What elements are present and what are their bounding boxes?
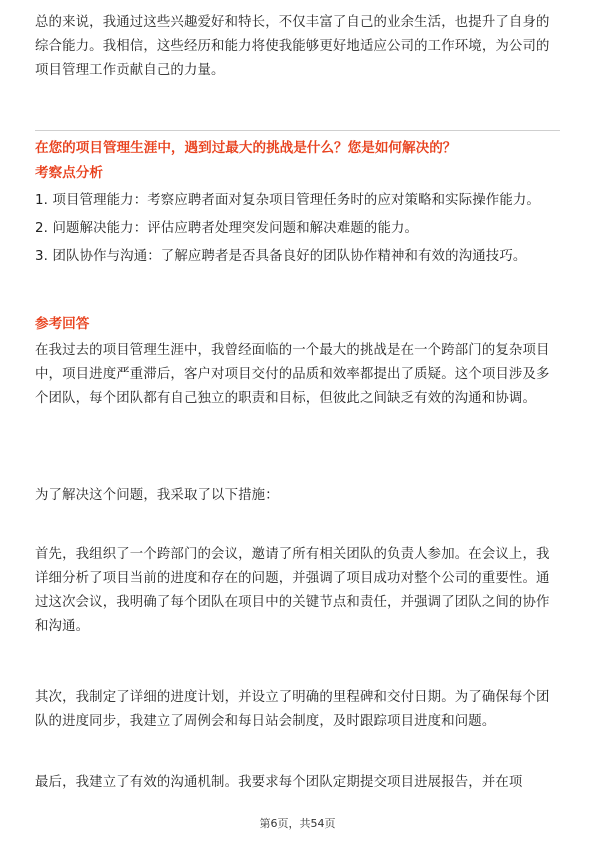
answer-paragraph: 首先，我组织了一个跨部门的会议，邀请了所有相关团队的负责人参加。在会议上，我详细分析了项目当前的进度和存在的问题，并强调了项目成功对整个公司的重要性。通过这次会议，我明确了每个团队在项目中的关键节点和责任，并强调了团队之间的协作和沟通。: [35, 547, 550, 634]
analysis-item: 2. 问题解决能力：评估应聘者处理突发问题和解决难题的能力。: [35, 221, 419, 236]
analysis-list: [35, 189, 560, 273]
answer-paragraph: 为了解决这个问题，我采取了以下措施：: [35, 488, 279, 503]
answer-paragraph: 其次，我制定了详细的进度计划，并设立了明确的里程碑和交付日期。为了确保每个团队的进度同步，我建立了周例会和每日站会制度，及时跟踪项目进度和问题。: [35, 690, 550, 729]
analysis-item: 3. 团队协作与沟通：了解应聘者是否具备良好的团队协作精神和有效的沟通技巧。: [35, 249, 527, 264]
section-divider: [35, 130, 560, 131]
intro-paragraph: 总的来说，我通过这些兴趣爱好和特长，不仅丰富了自己的业余生活，也提升了自身的综合能力。我相信，这些经历和能力将使我能够更好地适应公司的工作环境，为公司的项目管理工作贡献自己的力量。: [35, 15, 550, 78]
interview-question: 在您的项目管理生涯中，遇到过最大的挑战是什么？您是如何解决的？: [35, 140, 457, 156]
analysis-item: 1. 项目管理能力：考察应聘者面对复杂项目管理任务时的应对策略和实际操作能力。: [35, 193, 540, 208]
answer-heading: 参考回答: [35, 316, 90, 332]
page-number: 第6页，共54页: [259, 817, 336, 830]
analysis-heading: 考察点分析: [35, 165, 103, 181]
answer-paragraph: 在我过去的项目管理生涯中，我曾经面临的一个最大的挑战是在一个跨部门的复杂项目中，项目进度严重滞后，客户对项目交付的品质和效率都提出了质疑。这个项目涉及多个团队，每个团队都有自己独立的职责和目标，但彼此之间缺乏有效的沟通和协调。: [35, 343, 550, 406]
answer-paragraph: 最后，我建立了有效的沟通机制。我要求每个团队定期提交项目进展报告，并在项: [35, 775, 523, 790]
